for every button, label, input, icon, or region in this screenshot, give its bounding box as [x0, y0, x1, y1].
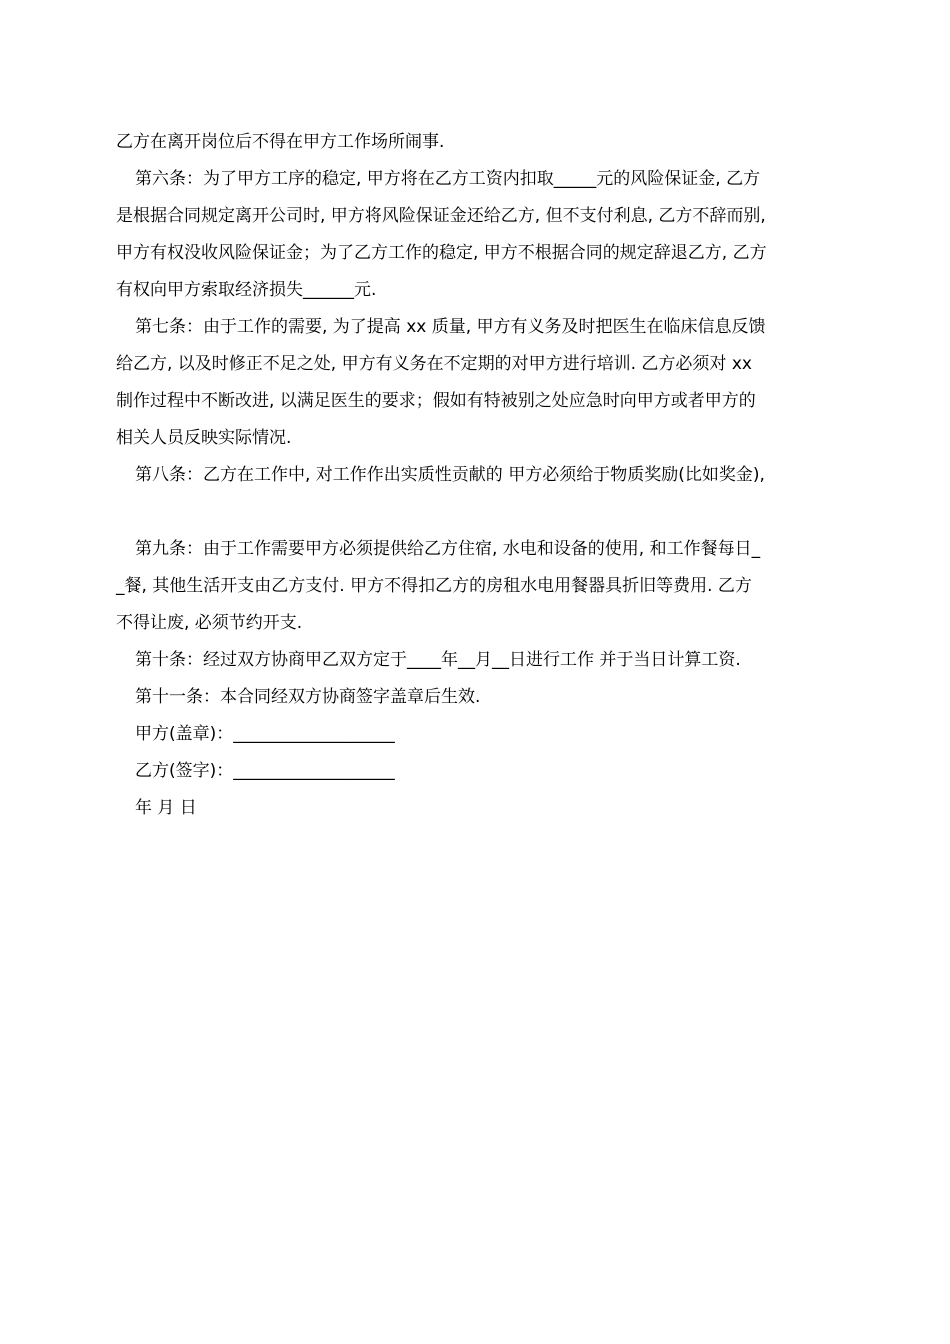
clause-6-line-2: 是根据合同规定离开公司时, 甲方将风险保证金还给乙方, 但不支付利息, 乙方不辞而别, [116, 206, 766, 226]
party-b-signature-line: 乙方(签字)：___________________ [135, 761, 395, 781]
clause-11-line-1: 第十一条：本合同经双方协商签字盖章后生效. [135, 687, 481, 707]
clause-7-line-3: 制作过程中不断改进, 以满足医生的要求；假如有特被别之处应急时向甲方或者甲方的 [116, 391, 756, 411]
paragraph-gap [116, 494, 838, 531]
clause-7-line-4: 相关人员反映实际情况. [116, 428, 292, 448]
clause-10-line-1: 第十条：经过双方协商甲乙双方定于____年__月__日进行工作 并于当日计算工资. [135, 650, 741, 670]
clause-6-line-4: 有权向甲方索取经济损失______元. [116, 280, 377, 300]
clause-7-line-2: 给乙方, 以及时修正不足之处, 甲方有义务在不定期的对甲方进行培训. 乙方必须对 xx [116, 354, 752, 374]
date-line: 年 月 日 [135, 798, 197, 818]
clause-9-line-2: _餐, 其他生活开支由乙方支付. 甲方不得扣乙方的房租水电用餐器具折旧等费用. 乙方 [116, 576, 752, 596]
clause-6-line-1: 第六条：为了甲方工序的稳定, 甲方将在乙方工资内扣取_____元的风险保证金, 乙方 [135, 169, 761, 189]
clause-9-line-1: 第九条：由于工作需要甲方必须提供给乙方住宿, 水电和设备的使用, 和工作餐每日_ [135, 539, 761, 559]
party-a-signature-line: 甲方(盖章)：___________________ [135, 724, 395, 744]
clause-6-line-3: 甲方有权没收风险保证金；为了乙方工作的稳定, 甲方不根据合同的规定辞退乙方, 乙方 [116, 243, 767, 263]
clause-8-line-1: 第八条：乙方在工作中, 对工作作出实质性贡献的 甲方必须给于物质奖励(比如奖金), [135, 465, 765, 485]
clause-7-line-1: 第七条：由于工作的需要, 为了提高 xx 质量, 甲方有义务及时把医生在临床信息反馈 [135, 317, 766, 337]
contract-body [116, 124, 838, 827]
text-line: 乙方在离开岗位后不得在甲方工作场所闹事. [116, 132, 445, 152]
clause-9-line-3: 不得让废, 必须节约开支. [116, 613, 303, 633]
